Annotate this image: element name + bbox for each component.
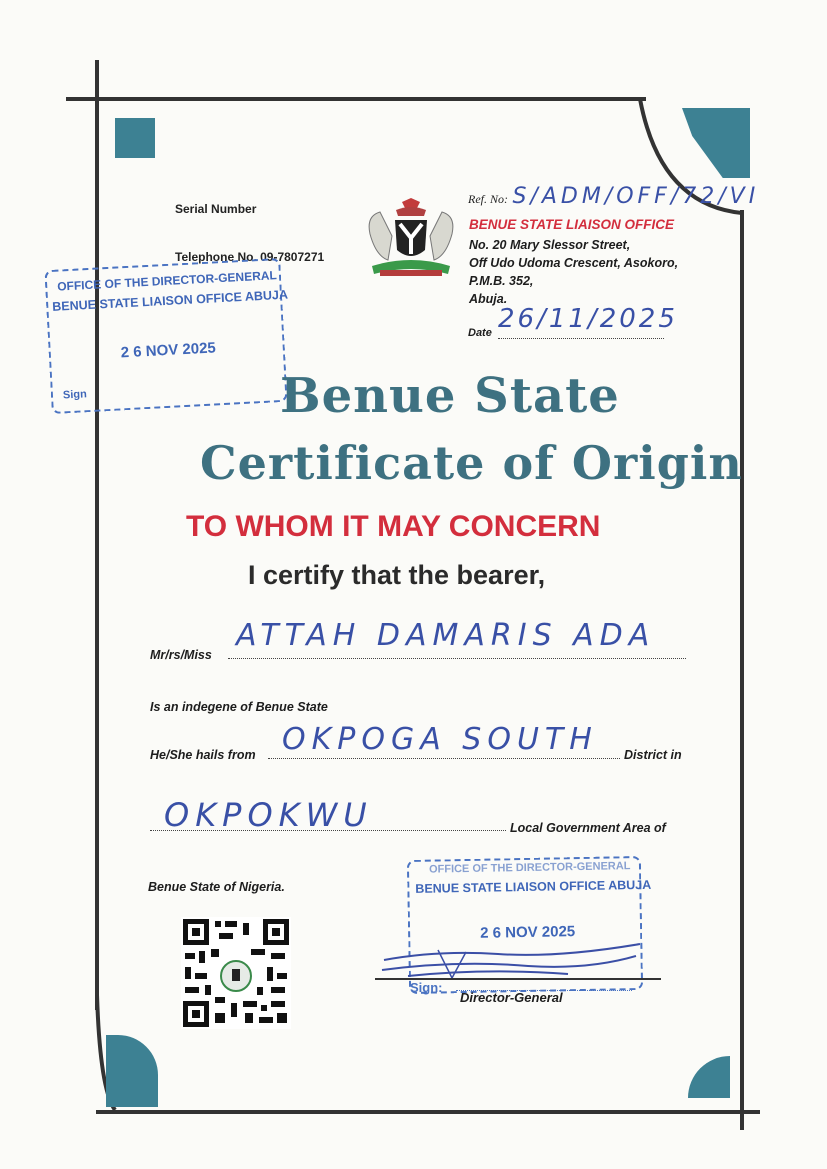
name-value: ATTAH DAMARIS ADA (236, 618, 656, 653)
director-general-title: Director-General (460, 990, 563, 1005)
name-dots (228, 658, 686, 659)
name-label: Mr/rs/Miss (150, 648, 212, 662)
stamp-bottom-line1: OFFICE OF THE DIRECTOR-GENERAL (428, 860, 631, 876)
hails-label: He/She hails from (150, 748, 256, 762)
reference-number (468, 184, 759, 209)
ref-label: Ref. No: (468, 192, 508, 206)
district-label: District in (624, 748, 682, 762)
frame-top (66, 97, 646, 101)
address-line-3: P.M.B. 352, (469, 274, 534, 288)
date-dots (498, 338, 664, 339)
certify-text: I certify that the bearer, (248, 560, 546, 590)
stamp-bottom-line2: BENUE STATE LIAISON OFFICE ABUJA (415, 877, 652, 896)
stamp-top (44, 258, 287, 414)
lga-value: OKPOKWU (164, 796, 373, 834)
office-name: BENUE STATE LIAISON OFFICE (469, 217, 675, 232)
title-line1: Benue State (280, 368, 620, 424)
hails-dots (268, 758, 620, 759)
frame-right (740, 210, 744, 1130)
frame-left (95, 60, 99, 1010)
stamp-top-date: 2 6 NOV 2025 (120, 339, 217, 362)
telephone-number: Telephone No. 09-7807271 (175, 250, 325, 264)
date-line (468, 302, 678, 342)
corner-ornament-bottom-left (106, 1035, 158, 1107)
title-line2: Certificate of Origin (200, 436, 743, 490)
to-whom-heading: TO WHOM IT MAY CONCERN (186, 510, 601, 543)
serial-number-label: Serial Number (175, 202, 257, 216)
indigene-text: Is an indegene of Benue State (150, 700, 328, 714)
stamp-bottom-date: 2 6 NOV 2025 (479, 923, 576, 942)
address-line-4: Abuja. (469, 292, 508, 306)
stamp-top-sign-label: Sign (62, 388, 88, 402)
hails-value: OKPOGA SOUTH (282, 722, 598, 757)
ref-value: S/ADM/OFF/72/VI (512, 184, 760, 209)
stamp-top-line1: OFFICE OF THE DIRECTOR-GENERAL (56, 268, 278, 294)
date-label: Date (468, 327, 492, 339)
date-value: 26/11/2025 (498, 304, 678, 334)
corner-ornament-top-left (115, 118, 155, 158)
sign-label: Sign: (410, 980, 443, 995)
lga-label: Local Government Area of (510, 821, 666, 835)
frame-bottom (96, 1110, 760, 1114)
qr-code-icon (181, 917, 291, 1029)
address-line-1: No. 20 Mary Slessor Street, (469, 238, 631, 252)
address-line-2: Off Udo Udoma Crescent, Asokoro, (469, 256, 679, 270)
corner-ornament-bottom-right (688, 1056, 730, 1098)
stamp-top-line2: BENUE STATE LIAISON OFFICE ABUJA (51, 287, 289, 314)
state-text: Benue State of Nigeria. (148, 880, 285, 894)
coat-of-arms-icon (362, 196, 460, 280)
